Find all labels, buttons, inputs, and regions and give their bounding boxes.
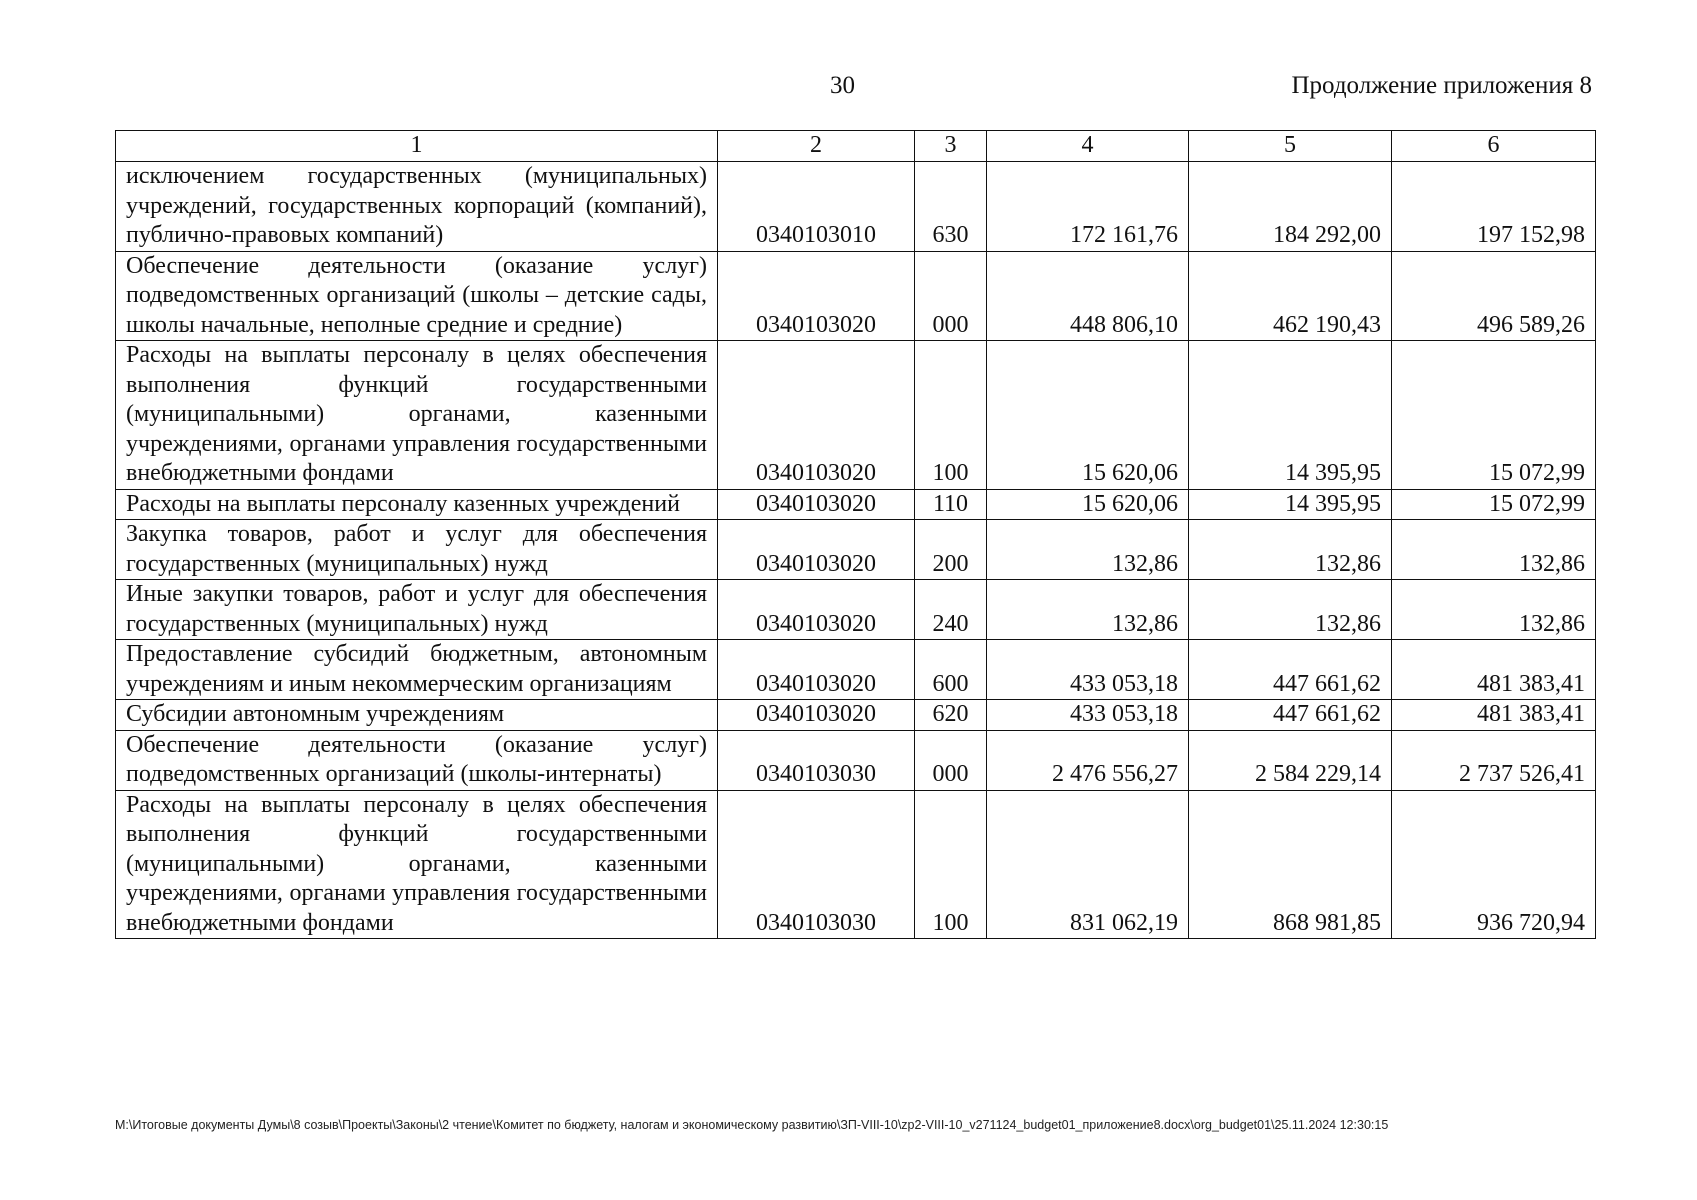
row-description: Предоставление субсидий бюджетным, автономным учреждениям и иным некоммерческим организациям	[116, 640, 718, 700]
row-description: Обеспечение деятельности (оказание услуг) подведомственных организаций (школы – детские сады, школы начальные, неполные средние и средние)	[116, 251, 718, 341]
row-amount-col5: 132,86	[1189, 580, 1392, 640]
row-target-code: 0340103020	[718, 489, 915, 520]
row-amount-col4: 15 620,06	[987, 489, 1189, 520]
row-amount-col5: 2 584 229,14	[1189, 730, 1392, 790]
table-row	[116, 700, 1596, 731]
row-description: исключением государственных (муниципальных) учреждений, государственных корпораций (компаний), публично-правовых компаний)	[116, 162, 718, 252]
column-header-5: 5	[1189, 131, 1392, 162]
continuation-title: Продолжение приложения 8	[1291, 72, 1592, 99]
table-row	[116, 790, 1596, 939]
table-row	[116, 162, 1596, 252]
row-description: Иные закупки товаров, работ и услуг для обеспечения государственных (муниципальных) нужд	[116, 580, 718, 640]
row-expense-type: 000	[915, 730, 987, 790]
row-amount-col6: 481 383,41	[1392, 640, 1596, 700]
page-number: 30	[830, 72, 855, 99]
table-row	[116, 251, 1596, 341]
row-amount-col6: 496 589,26	[1392, 251, 1596, 341]
table-row	[116, 640, 1596, 700]
row-target-code: 0340103020	[718, 251, 915, 341]
row-description: Расходы на выплаты персоналу в целях обеспечения выполнения функций государственными (муниципальными) органами, казенными учреждениями, органами управления государственными внебюджетными фондами	[116, 341, 718, 490]
row-amount-col6: 197 152,98	[1392, 162, 1596, 252]
row-expense-type: 200	[915, 520, 987, 580]
row-expense-type: 100	[915, 790, 987, 939]
row-description: Субсидии автономным учреждениям	[116, 700, 718, 731]
row-expense-type: 240	[915, 580, 987, 640]
row-expense-type: 620	[915, 700, 987, 731]
row-amount-col6: 132,86	[1392, 580, 1596, 640]
row-amount-col4: 2 476 556,27	[987, 730, 1189, 790]
row-target-code: 0340103030	[718, 730, 915, 790]
table-row	[116, 341, 1596, 490]
row-target-code: 0340103020	[718, 520, 915, 580]
table-row	[116, 730, 1596, 790]
row-description: Обеспечение деятельности (оказание услуг) подведомственных организаций (школы-интернаты)	[116, 730, 718, 790]
row-amount-col5: 462 190,43	[1189, 251, 1392, 341]
row-amount-col4: 172 161,76	[987, 162, 1189, 252]
row-amount-col6: 2 737 526,41	[1392, 730, 1596, 790]
row-amount-col5: 14 395,95	[1189, 341, 1392, 490]
row-expense-type: 100	[915, 341, 987, 490]
table-row	[116, 520, 1596, 580]
row-amount-col6: 481 383,41	[1392, 700, 1596, 731]
row-description: Расходы на выплаты персоналу казенных учреждений	[116, 489, 718, 520]
row-amount-col5: 447 661,62	[1189, 640, 1392, 700]
row-expense-type: 630	[915, 162, 987, 252]
file-path-footer: M:\Итоговые документы Думы\8 созыв\Проекты\Законы\2 чтение\Комитет по бюджету, налогам и экономическому развитию\ЗП-VIII-10\zp2-VIII-10_v271124_budget01_приложение8.docx\org_budget01\25.11.2024 12:30:15	[115, 1118, 1389, 1132]
column-header-3: 3	[915, 131, 987, 162]
column-header-4: 4	[987, 131, 1189, 162]
row-target-code: 0340103020	[718, 341, 915, 490]
row-amount-col4: 448 806,10	[987, 251, 1189, 341]
row-amount-col4: 15 620,06	[987, 341, 1189, 490]
row-expense-type: 600	[915, 640, 987, 700]
row-target-code: 0340103010	[718, 162, 915, 252]
table-row	[116, 489, 1596, 520]
row-target-code: 0340103020	[718, 580, 915, 640]
row-amount-col6: 15 072,99	[1392, 341, 1596, 490]
row-amount-col4: 132,86	[987, 520, 1189, 580]
row-target-code: 0340103020	[718, 700, 915, 731]
row-description: Закупка товаров, работ и услуг для обеспечения государственных (муниципальных) нужд	[116, 520, 718, 580]
row-amount-col4: 132,86	[987, 580, 1189, 640]
row-target-code: 0340103020	[718, 640, 915, 700]
row-amount-col5: 868 981,85	[1189, 790, 1392, 939]
row-description: Расходы на выплаты персоналу в целях обеспечения выполнения функций государственными (муниципальными) органами, казенными учреждениями, органами управления государственными внебюджетными фондами	[116, 790, 718, 939]
budget-table	[115, 130, 1596, 939]
row-expense-type: 110	[915, 489, 987, 520]
column-header-2: 2	[718, 131, 915, 162]
row-amount-col5: 132,86	[1189, 520, 1392, 580]
row-amount-col4: 433 053,18	[987, 640, 1189, 700]
column-header-6: 6	[1392, 131, 1596, 162]
row-amount-col4: 831 062,19	[987, 790, 1189, 939]
row-amount-col6: 132,86	[1392, 520, 1596, 580]
row-amount-col4: 433 053,18	[987, 700, 1189, 731]
row-amount-col5: 14 395,95	[1189, 489, 1392, 520]
row-amount-col6: 15 072,99	[1392, 489, 1596, 520]
row-amount-col5: 447 661,62	[1189, 700, 1392, 731]
row-target-code: 0340103030	[718, 790, 915, 939]
column-header-row	[116, 131, 1596, 162]
row-expense-type: 000	[915, 251, 987, 341]
row-amount-col5: 184 292,00	[1189, 162, 1392, 252]
table-row	[116, 580, 1596, 640]
column-header-1: 1	[116, 131, 718, 162]
row-amount-col6: 936 720,94	[1392, 790, 1596, 939]
